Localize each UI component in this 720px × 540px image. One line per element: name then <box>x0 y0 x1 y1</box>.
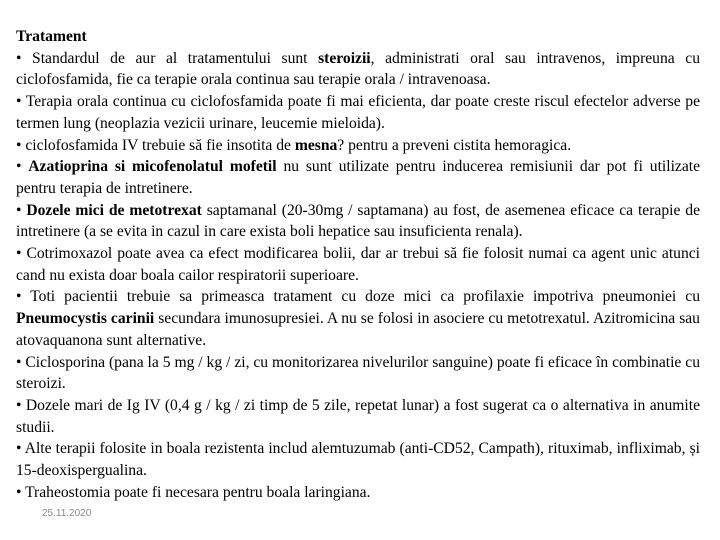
bullet-methotrexate <box>16 200 700 243</box>
bullet-text: saptamanal (20-30mg / saptamana) au fost, de asemenea eficace ca terapie de intretinere (a se evita in cazul in care exista boli hepatice sau insuficienta renala). <box>16 201 700 241</box>
bullet-text: • Cotrimoxazol poate avea ca efect modificarea bolii, dar ar trebui să fie folosit numai ca agent unic atunci cand nu exista doar boala cailor respiratorii superioare. <box>16 245 700 284</box>
footer-date: 25.11.2020 <box>42 508 92 519</box>
bullet-bold: Dozele mici de metotrexat <box>26 201 202 219</box>
bullet-text: • Alte terapii folosite in boala rezistenta includ alemtuzumab (anti-CD52, Campath), rituximab, infliximab, și 15-deoxispergualina. <box>16 440 700 480</box>
bullet-prophylaxis <box>16 286 700 351</box>
bullet-text: • <box>16 201 27 219</box>
bullet-bold: steroizii <box>318 49 371 67</box>
bullet-text: secundara imunosupresiei. A nu se folosi in asociere cu metotrexatul. Azitromicina sau atovaquanona sunt alternative. <box>16 310 700 349</box>
bullet-text: nu sunt utilizate pentru inducerea remisiunii dar pot fi utilizate pentru terapia de intretinere. <box>16 158 700 197</box>
bullet-text: • Terapia orala continua cu ciclofosfamida poate fi mai eficienta, dar poate creste riscul efectelor adverse pe termen lung (neoplazia vezicii urinare, leucemie mieloida). <box>16 93 700 132</box>
bullet-text: • Ciclosporina (pana la 5 mg / kg / zi, cu monitorizarea nivelurilor sanguine) poate fi eficace în combinatie cu steroizi. <box>16 353 700 393</box>
bullet-ivig <box>16 395 700 438</box>
bullet-text: • Traheostomia poate fi necesara pentru boala laringiana. <box>16 483 371 501</box>
bullet-tracheostomy <box>16 482 700 504</box>
slide-content <box>16 26 700 503</box>
bullet-bold: Azatioprina si micofenolatul mofetil <box>28 158 277 176</box>
bullet-oral-therapy <box>16 91 700 134</box>
bullet-text: • Toti pacientii trebuie sa primeasca tratament cu doze mici ca profilaxie impotriva pneumoniei cu <box>16 288 700 306</box>
bullet-azathioprine <box>16 156 700 199</box>
bullet-bold: Pneumocystis carinii <box>16 310 155 328</box>
bullet-other-therapies <box>16 438 700 481</box>
bullet-mesna <box>16 135 700 157</box>
bullet-cotrimoxazole <box>16 243 700 286</box>
bullet-steroids <box>16 48 700 91</box>
bullet-ciclosporin <box>16 352 700 395</box>
bullet-text: • <box>16 158 29 176</box>
bullet-bold: mesna <box>294 136 338 154</box>
bullet-text: • Dozele mari de Ig IV (0,4 g / kg / zi timp de 5 zile, repetat lunar) a fost sugerat ca o alternativa in anumite studii. <box>16 396 700 436</box>
bullet-text: ? pentru a preveni cistita hemoragica. <box>337 136 572 154</box>
slide-title: Tratament <box>16 28 87 45</box>
bullet-text: , administrati oral sau intravenos, impreuna cu ciclofosfamida, fie ca terapie orala continua sau terapie orala / intravenoasa. <box>16 49 700 89</box>
bullet-text: • ciclofosfamida IV trebuie să fie insotita de <box>16 136 295 154</box>
bullet-text: • Standardul de aur al tratamentului sunt <box>16 49 319 67</box>
